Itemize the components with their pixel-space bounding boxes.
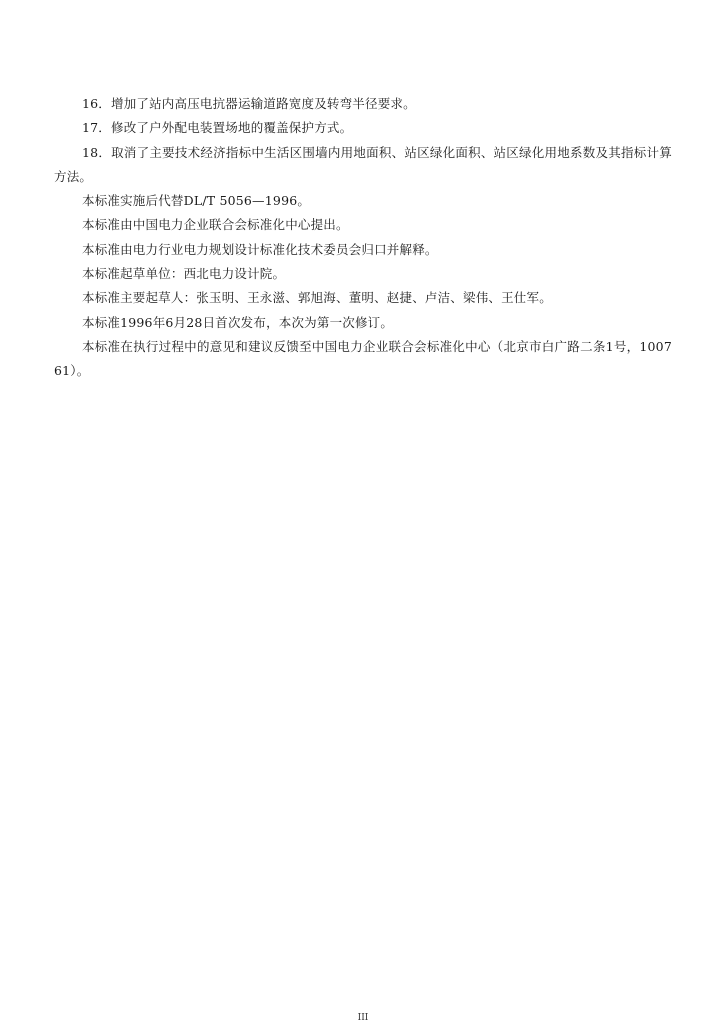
publication-history: 本标准1996年6月28日首次发布，本次为第一次修订。 [82, 314, 394, 330]
proposer-statement: 本标准由中国电力企业联合会标准化中心提出。 [82, 217, 349, 233]
item-16-road-requirement: 16．增加了站内高压电抗器运输道路宽度及转弯半径要求。 [82, 96, 416, 111]
body-text [54, 92, 672, 384]
page-number: III [357, 1013, 369, 1023]
feedback-contact: 本标准在执行过程中的意见和建议反馈至中国电力企业联合会标准化中心（北京市白广路二条1号，100761）。 [54, 338, 672, 379]
main-drafters: 本标准主要起草人：张玉明、王永滋、郭旭海、董明、赵捷、卢洁、梁伟、王仕军。 [82, 290, 552, 306]
drafting-organization: 本标准起草单位：西北电力设计院。 [82, 266, 286, 282]
replacement-statement: 本标准实施后代替DL/T 5056—1996。 [82, 193, 311, 209]
item-18-cancelled-indicators: 18．取消了主要技术经济指标中生活区围墙内用地面积、站区绿化面积、站区绿化用地系数及其指标计算方法。 [54, 144, 672, 184]
administration-statement: 本标准由电力行业电力规划设计标准化技术委员会归口并解释。 [82, 241, 438, 257]
item-17-cover-protection: 17．修改了户外配电装置场地的覆盖保护方式。 [82, 120, 353, 136]
